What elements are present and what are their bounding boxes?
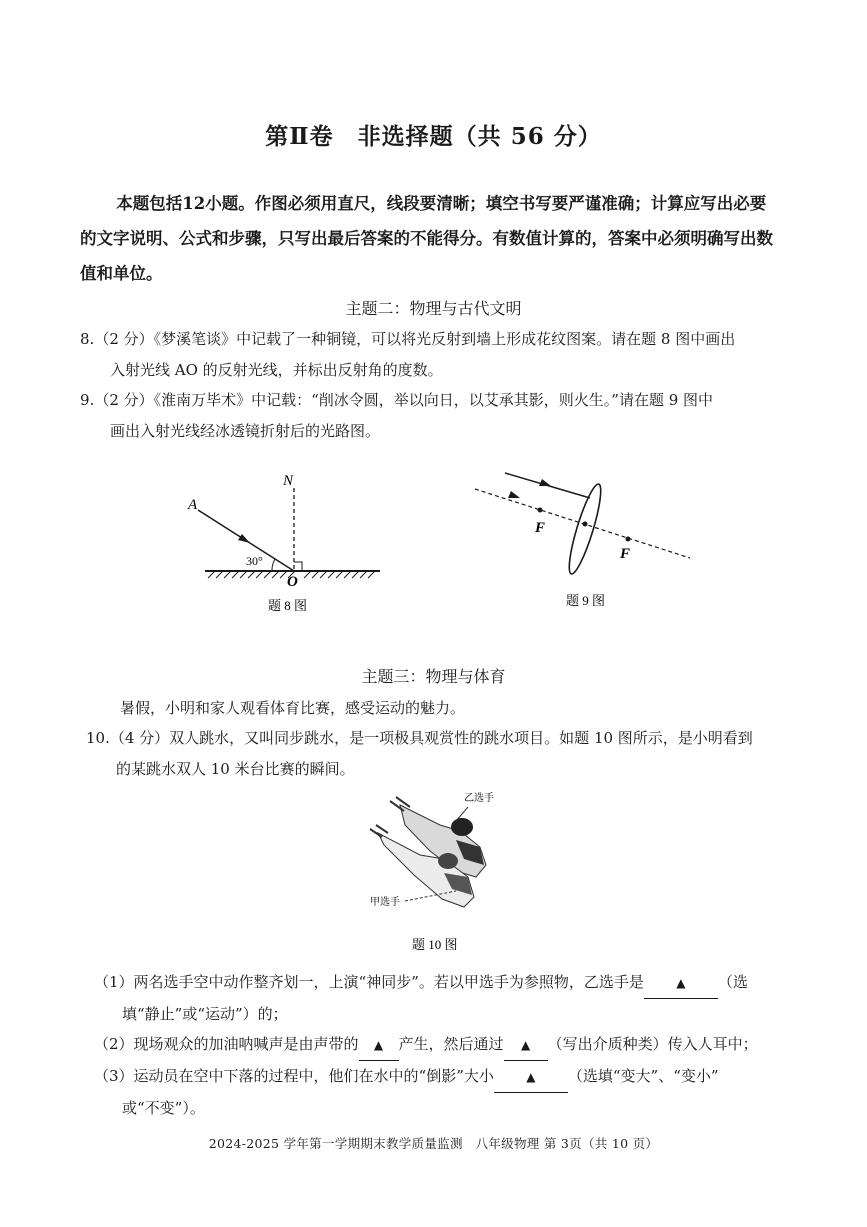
label-n: N (283, 473, 294, 489)
focal-point-left (538, 508, 543, 513)
figure-8-reflection-diagram (180, 460, 400, 620)
question-10-line2: 的某跳水双人 10 米台比赛的瞬间。 (116, 760, 355, 778)
label-a: A (188, 497, 198, 513)
incident-ray-arrow (238, 534, 250, 543)
angle-arc (272, 559, 275, 571)
axis-arrow (508, 491, 520, 498)
label-o: O (287, 574, 298, 590)
scenario-text: 暑假，小明和家人观看体育比赛，感受运动的魅力。 (120, 699, 466, 717)
part-2-text-b: 产生，然后通过 (398, 1035, 504, 1053)
incident-ray-arrow (539, 479, 551, 486)
part-1-text-b: （选 (717, 973, 748, 991)
angle-label: 30° (246, 554, 263, 568)
question-8-line1: （2 分）《梦溪笔谈》中记载了一种铜镜，可以将光反射到墙上形成花纹图案。请在题 8 图中画出 (94, 330, 736, 348)
part-1-line2: 填“静止”或“运动”）的； (122, 1005, 288, 1023)
part-1-answer-blank[interactable]: ▲ (644, 967, 718, 999)
label-diver-a: 甲选手 (370, 897, 400, 908)
page-footer: 2024-2025 学年第一学期期末教学质量监测 八年级物理 第 3页（共 10 页） (208, 1136, 659, 1151)
part-3-text-a: （3）运动员在空中下落的过程中，他们在水中的“倒影”大小 (94, 1067, 494, 1085)
part-2-answer-blank-2[interactable]: ▲ (504, 1029, 548, 1061)
question-9 (80, 385, 780, 447)
label-diver-b: 乙选手 (464, 793, 494, 804)
section-title: 第Ⅱ卷 非选择题（共 56 分） (265, 123, 602, 150)
question-8-line2: 入射光线 AO 的反射光线，并标出反射角的度数。 (110, 361, 443, 379)
part-2-text-c: （写出介质种类）传入人耳中； (547, 1035, 758, 1053)
question-10-line1: （4 分）双人跳水，又叫同步跳水，是一项极具观赏性的跳水项目。如题 10 图所示，是小明看到 (109, 729, 753, 747)
principal-axis (475, 489, 690, 558)
optical-center (583, 522, 588, 527)
question-10-part-1 (94, 967, 784, 1029)
question-8 (80, 324, 780, 386)
question-9-line1: （2 分）《淮南万毕术》中记载：“削冰令圆，举以向日，以艾承其影，则火生。”请在题 9 图中 (94, 391, 714, 409)
part-3-text-b: （选填“变大”、“变小” (567, 1067, 719, 1085)
figure-10-divers-image (360, 785, 530, 955)
section-instructions: 本题包括12小题。作图必须用直尺，线段要清晰；填空书写要严谨准确；计算应写出必要的文字说明、公式和步骤，只写出最后答案的不能得分。有数值计算的，答案中必须明确写出数值和单位。 (80, 194, 773, 283)
figure-9-caption: 题 9 图 (566, 593, 606, 608)
figure-8-caption: 题 8 图 (268, 598, 308, 613)
figure-10-caption: 题 10 图 (412, 937, 458, 952)
part-2-answer-blank-1[interactable]: ▲ (359, 1029, 399, 1061)
question-8-number: 8. (80, 330, 95, 348)
part-2-text-a: （2）现场观众的加油呐喊声是由声带的 (94, 1035, 359, 1053)
part-3-line2: 或“不变”）。 (122, 1099, 205, 1117)
theme-3-heading: 主题三：物理与体育 (361, 667, 506, 686)
question-10 (86, 723, 786, 785)
figure-9-lens-diagram (465, 460, 705, 620)
question-9-number: 9. (80, 391, 95, 409)
theme-2-heading: 主题二：物理与古代文明 (345, 299, 522, 318)
question-10-part-3 (94, 1061, 784, 1123)
label-f-left: F (535, 520, 546, 536)
focal-point-right (626, 537, 631, 542)
question-9-line2: 画出入射光线经冰透镜折射后的光路图。 (110, 422, 381, 440)
part-3-answer-blank[interactable]: ▲ (494, 1061, 568, 1093)
part-1-text-a: （1）两名选手空中动作整齐划一，上演“神同步”。若以甲选手为参照物，乙选手是 (94, 973, 644, 991)
question-10-part-2 (94, 1029, 784, 1061)
label-f-right: F (620, 546, 631, 562)
question-10-number: 10. (86, 729, 110, 747)
right-angle-mark (294, 562, 302, 571)
